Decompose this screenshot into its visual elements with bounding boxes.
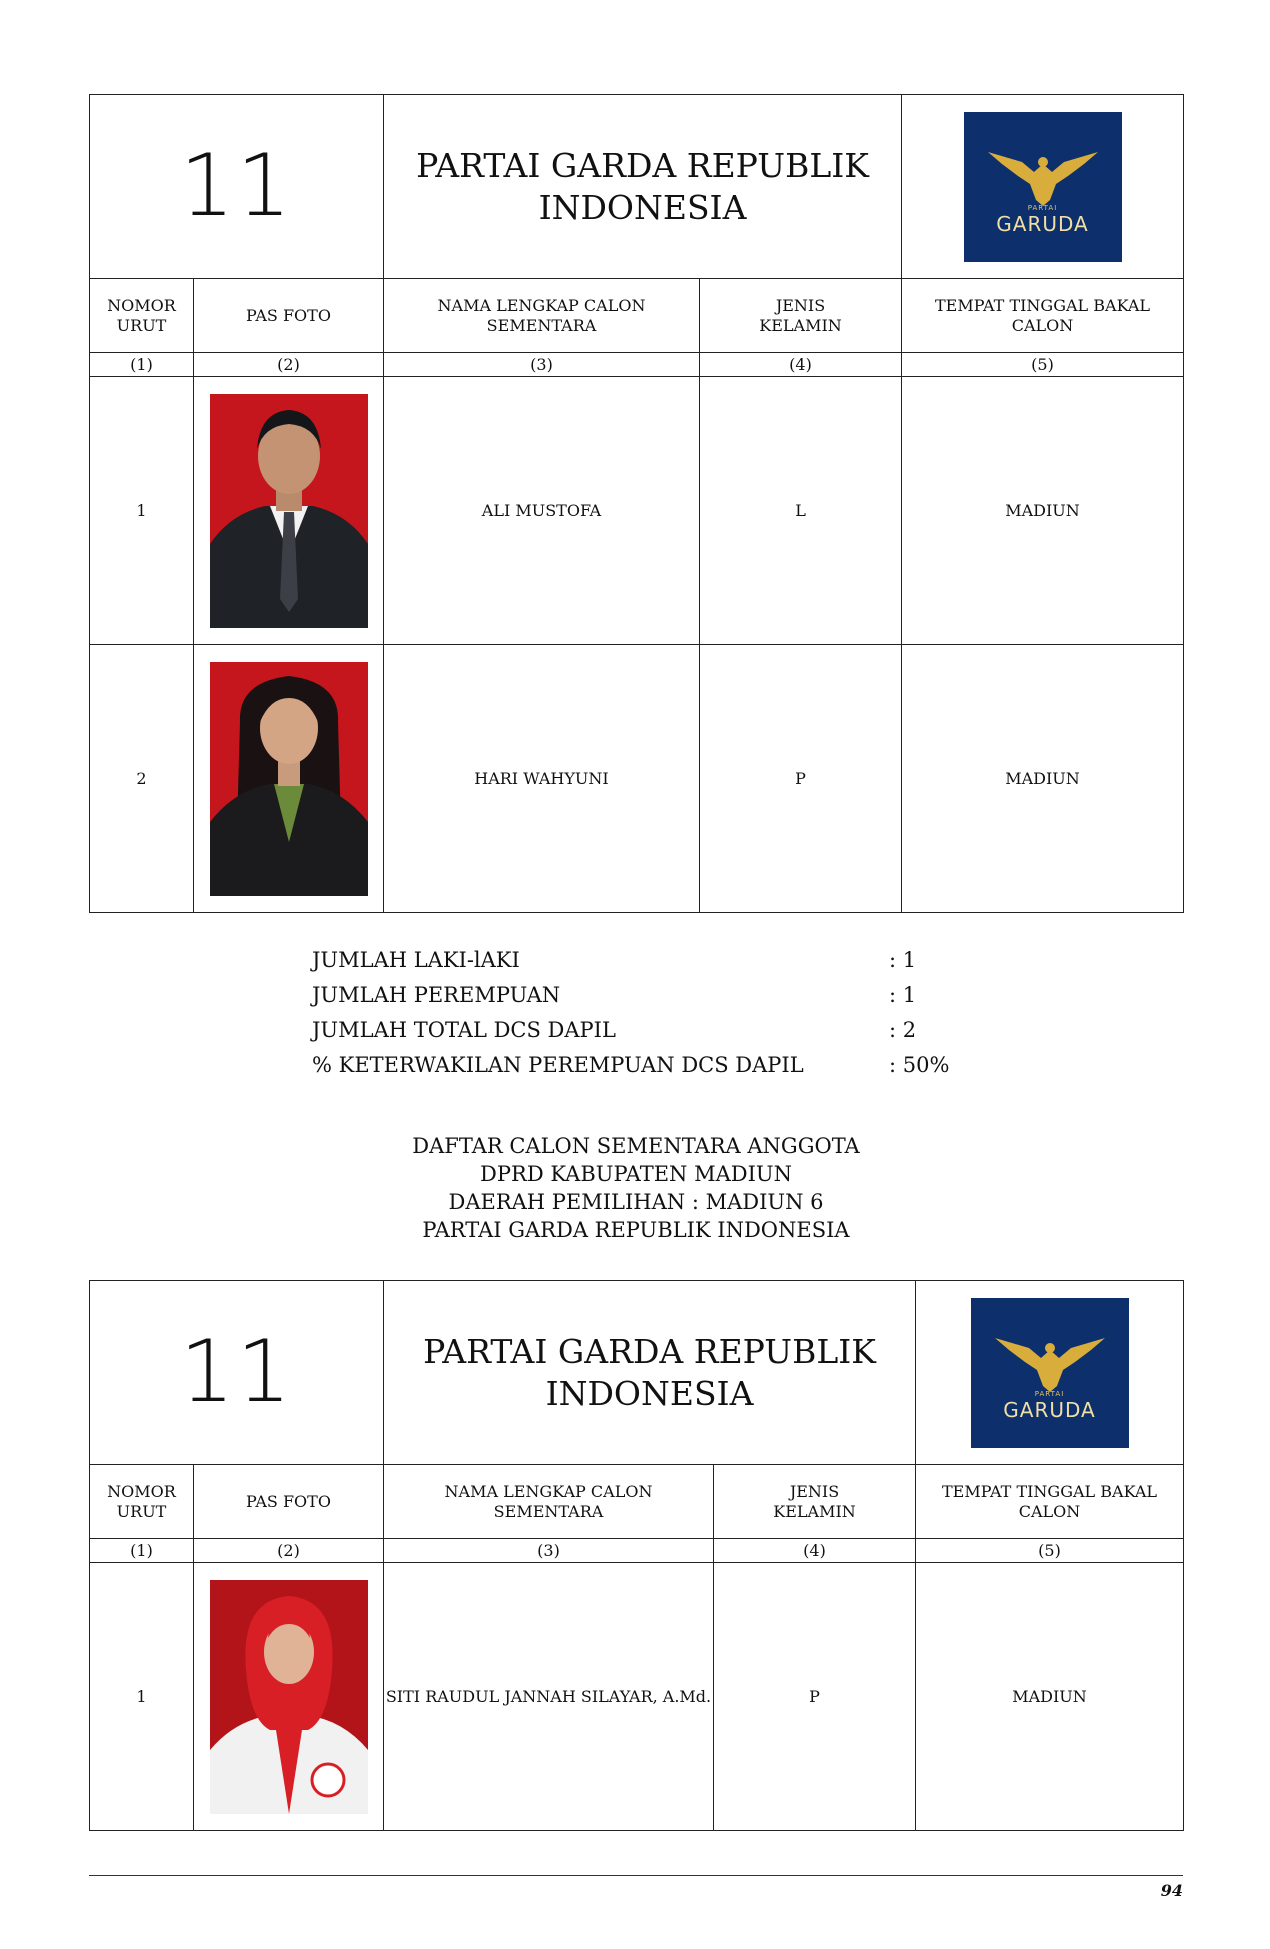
candidate-gender: P <box>714 1563 916 1831</box>
index-cell: (1) <box>90 353 194 377</box>
column-header-row <box>90 1465 1184 1539</box>
page-number: 94 <box>1160 1881 1183 1900</box>
candidate-residence: MADIUN <box>916 1563 1184 1831</box>
party-name <box>384 95 902 279</box>
logo-big-text: GARUDA <box>996 211 1089 236</box>
party-number: 11 <box>90 1281 384 1465</box>
summary-row: JUMLAH LAKI-lAKI : 1 <box>312 947 917 972</box>
candidate-residence: MADIUN <box>902 645 1184 913</box>
table-row <box>90 645 1184 913</box>
eagle-icon <box>964 112 1122 262</box>
row-number: 1 <box>90 377 194 645</box>
document-title <box>89 1132 1183 1244</box>
photo-cell <box>194 1563 384 1831</box>
candidate-gender: L <box>700 377 902 645</box>
title-line: DAFTAR CALON SEMENTARA ANGGOTA <box>412 1134 860 1158</box>
logo-small-text: PARTAI <box>1034 1389 1065 1398</box>
party-name <box>384 1281 916 1465</box>
candidate-residence: MADIUN <box>902 377 1184 645</box>
header-nomor-urut: NOMOR URUT <box>90 1465 194 1539</box>
table-row <box>90 377 1184 645</box>
candidate-name: SITI RAUDUL JANNAH SILAYAR, A.Md. <box>384 1563 714 1831</box>
candidate-photo-male <box>210 394 368 628</box>
header-nomor-urut: NOMOR URUT <box>90 279 194 353</box>
title-line: DPRD KABUPATEN MADIUN <box>480 1162 792 1186</box>
candidate-gender: P <box>700 645 902 913</box>
column-index-row <box>90 1539 1184 1563</box>
candidate-photo-female-hijab <box>210 1580 368 1814</box>
party-number: 11 <box>90 95 384 279</box>
candidate-name: HARI WAHYUNI <box>384 645 700 913</box>
header-pas-foto: PAS FOTO <box>194 1465 384 1539</box>
index-cell: (5) <box>902 353 1184 377</box>
photo-cell <box>194 377 384 645</box>
summary-row: JUMLAH PEREMPUAN : 1 <box>312 982 917 1007</box>
party-header-row <box>90 95 1184 279</box>
table-row <box>90 1563 1184 1831</box>
garuda-logo <box>971 1298 1129 1448</box>
party-name-line2: INDONESIA <box>545 1373 754 1413</box>
summary-block <box>312 942 1012 1082</box>
party-name-line2: INDONESIA <box>538 187 747 227</box>
header-nama: NAMA LENGKAP CALON SEMENTARA <box>384 1465 714 1539</box>
party-name-line1: PARTAI GARDA REPUBLIK <box>423 1332 876 1372</box>
index-cell: (3) <box>384 1539 714 1563</box>
candidate-section-2 <box>89 1280 1183 1831</box>
index-cell: (3) <box>384 353 700 377</box>
title-line: DAERAH PEMILIHAN : MADIUN 6 <box>448 1190 824 1214</box>
index-cell: (1) <box>90 1539 194 1563</box>
column-index-row <box>90 353 1184 377</box>
column-header-row <box>90 279 1184 353</box>
index-cell: (2) <box>194 353 384 377</box>
candidate-section-1 <box>89 94 1183 913</box>
summary-row: JUMLAH TOTAL DCS DAPIL : 2 <box>312 1017 917 1042</box>
header-pas-foto: PAS FOTO <box>194 279 384 353</box>
title-line: PARTAI GARDA REPUBLIK INDONESIA <box>422 1218 850 1242</box>
index-cell: (4) <box>700 353 902 377</box>
header-jenis-kelamin: JENIS KELAMIN <box>714 1465 916 1539</box>
candidate-name: ALI MUSTOFA <box>384 377 700 645</box>
footer-divider <box>89 1875 1183 1876</box>
row-number: 1 <box>90 1563 194 1831</box>
logo-small-text: PARTAI <box>1027 203 1058 212</box>
header-tempat-tinggal: TEMPAT TINGGAL BAKAL CALON <box>916 1465 1184 1539</box>
index-cell: (2) <box>194 1539 384 1563</box>
header-nama: NAMA LENGKAP CALON SEMENTARA <box>384 279 700 353</box>
photo-cell <box>194 645 384 913</box>
party-logo-cell <box>902 95 1184 279</box>
garuda-logo <box>964 112 1122 262</box>
header-jenis-kelamin: JENIS KELAMIN <box>700 279 902 353</box>
candidate-table <box>89 1280 1184 1831</box>
header-tempat-tinggal: TEMPAT TINGGAL BAKAL CALON <box>902 279 1184 353</box>
party-name-line1: PARTAI GARDA REPUBLIK <box>416 146 869 186</box>
party-logo-cell <box>916 1281 1184 1465</box>
party-header-row <box>90 1281 1184 1465</box>
candidate-photo-female <box>210 662 368 896</box>
eagle-icon <box>971 1298 1129 1448</box>
summary-row: % KETERWAKILAN PEREMPUAN DCS DAPIL : 50% <box>312 1052 950 1077</box>
candidate-table <box>89 94 1184 913</box>
index-cell: (5) <box>916 1539 1184 1563</box>
row-number: 2 <box>90 645 194 913</box>
index-cell: (4) <box>714 1539 916 1563</box>
logo-big-text: GARUDA <box>1003 1397 1096 1422</box>
